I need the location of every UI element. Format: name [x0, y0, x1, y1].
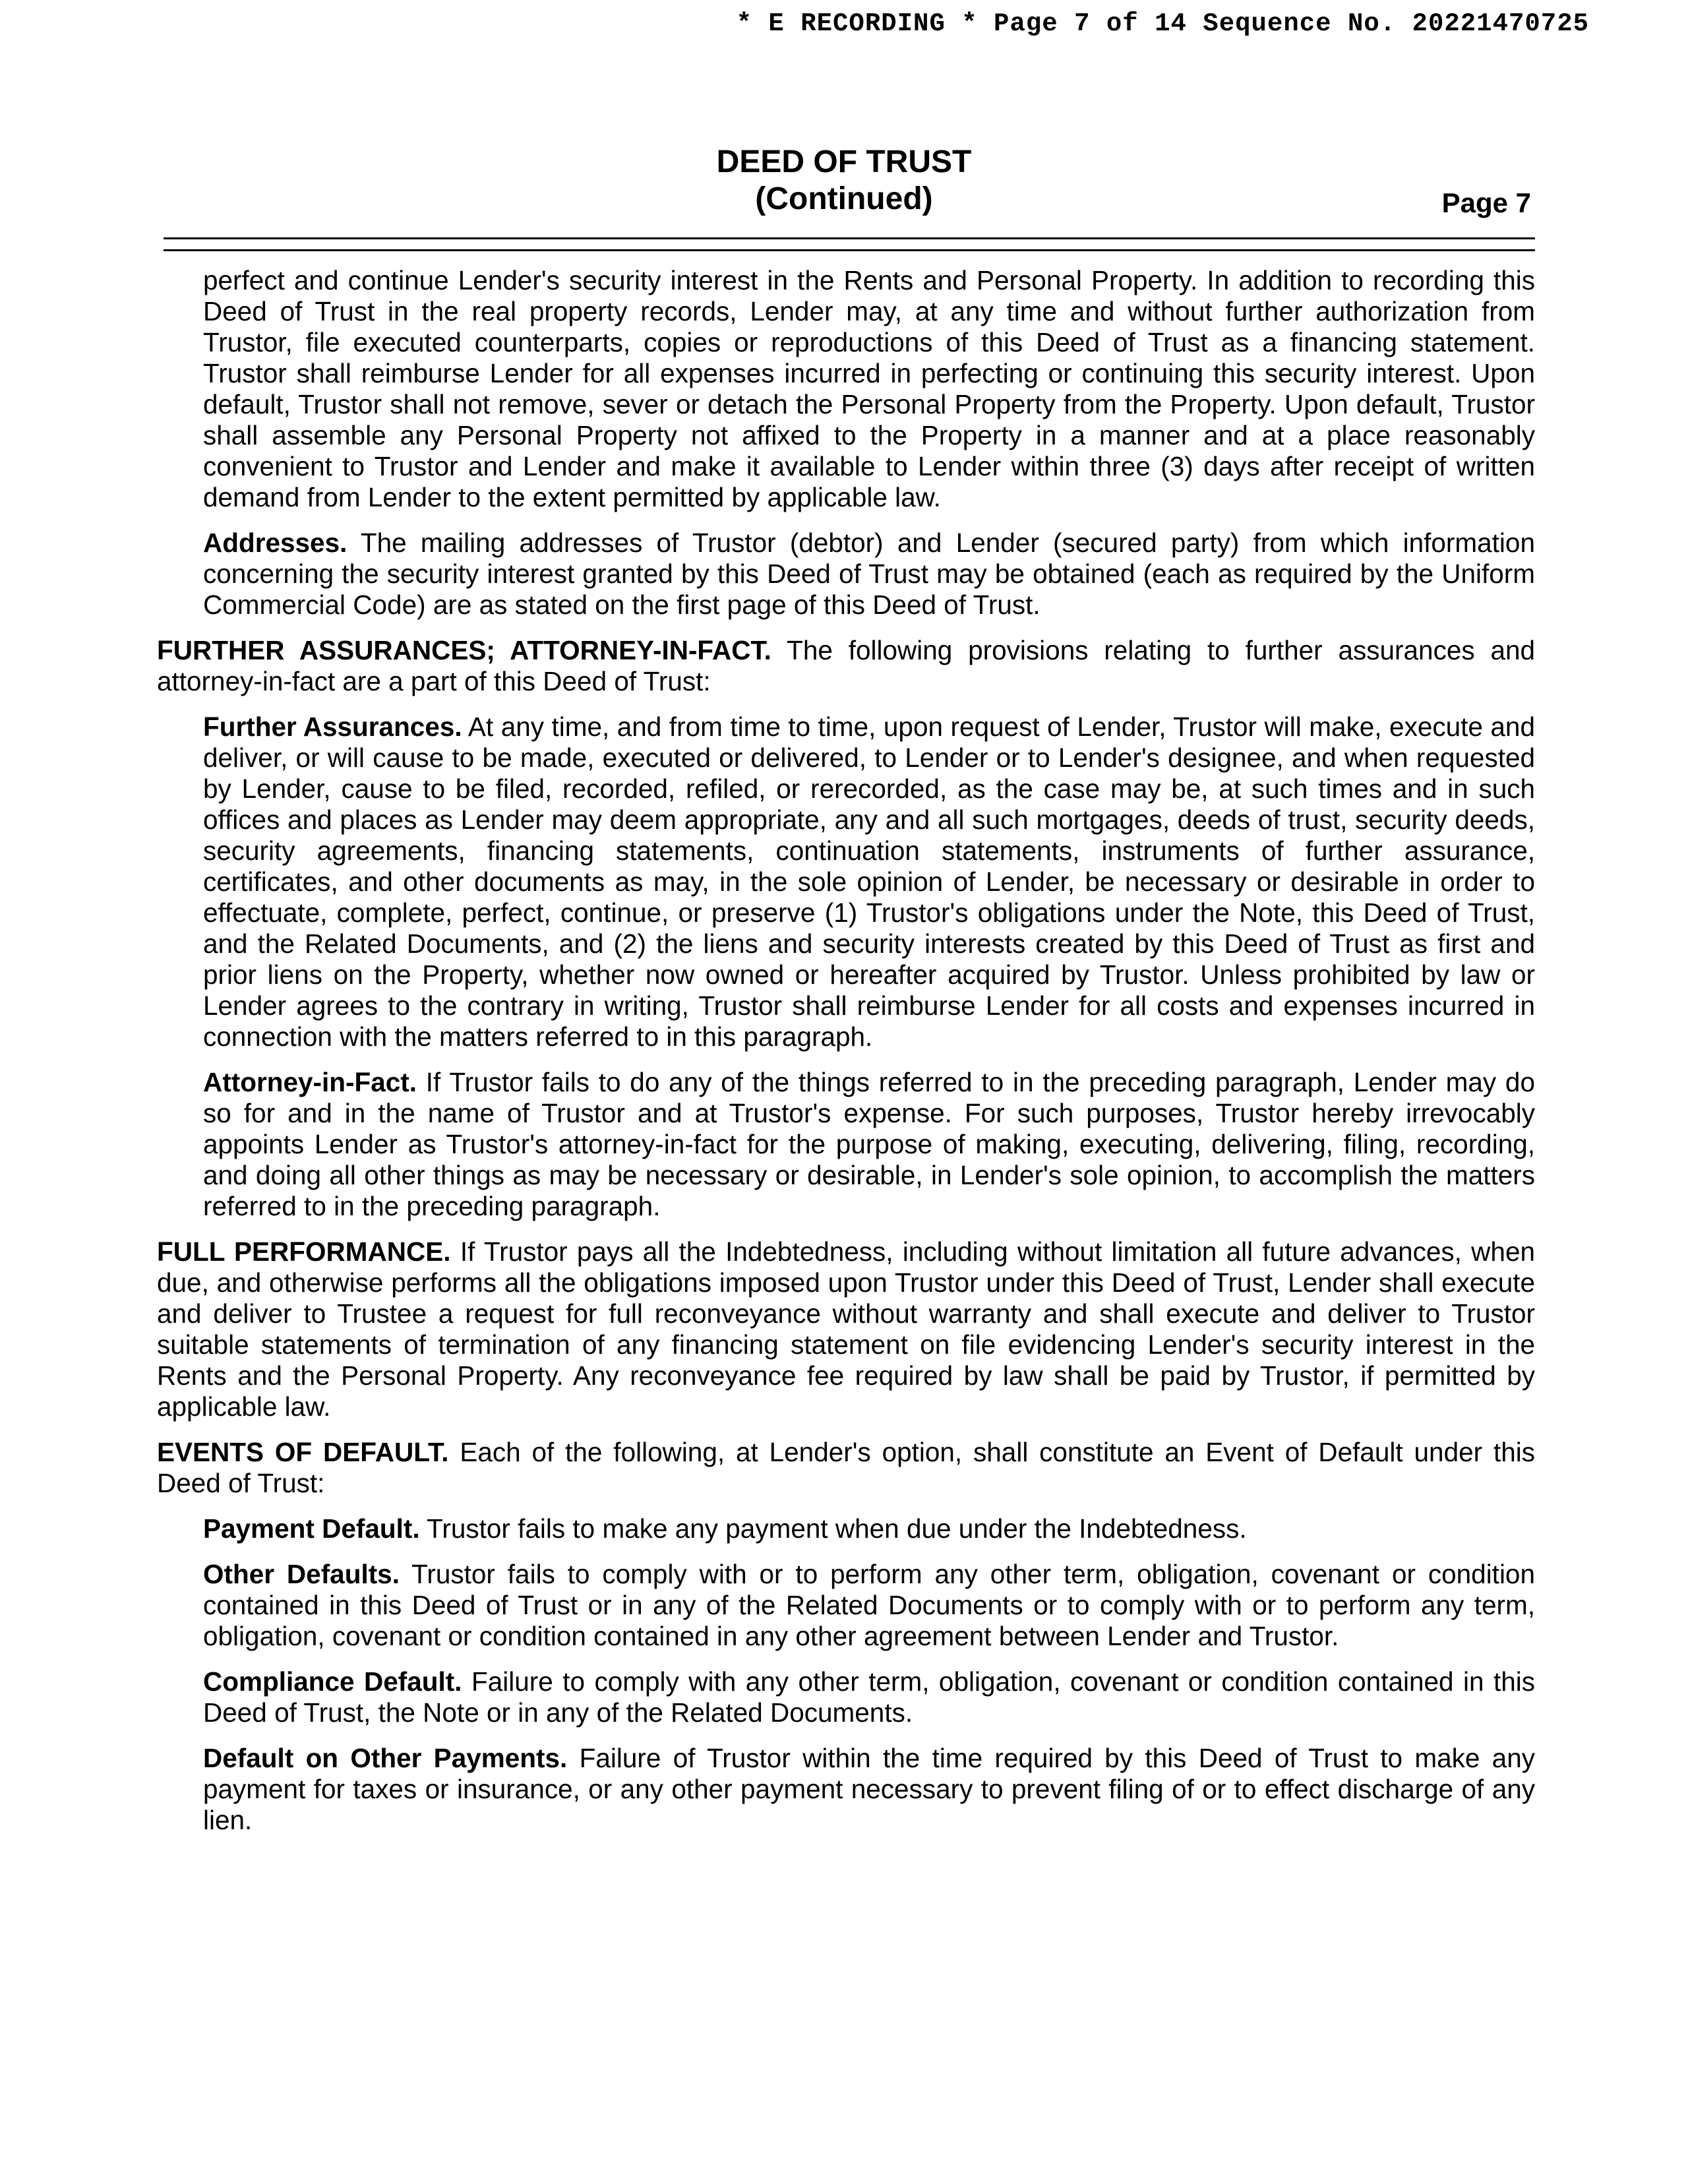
header-rule-bottom	[164, 249, 1535, 251]
addresses-heading: Addresses.	[203, 528, 347, 558]
paragraph-other-defaults	[203, 1559, 1535, 1652]
document-subtitle: (Continued)	[755, 181, 933, 216]
other-defaults-heading: Other Defaults.	[203, 1559, 400, 1589]
paragraph-further-assurances-section	[157, 635, 1535, 697]
paragraph-default-on-other-payments	[203, 1743, 1535, 1836]
paragraph-addresses	[203, 528, 1535, 621]
header-rule-top	[164, 237, 1535, 239]
payment-default-text: Trustor fails to make any payment when due under the Indebtedness.	[427, 1513, 1247, 1544]
further-assurances-section-heading: FURTHER ASSURANCES; ATTORNEY-IN-FACT.	[157, 635, 771, 665]
default-on-other-payments-text: Failure of Trustor within the time required by this Deed of Trust to make any payment for taxes or insurance, or any other payment necessary to prevent filing of or to effect discharge of any lien.	[203, 1743, 1535, 1835]
compliance-default-heading: Compliance Default.	[203, 1666, 462, 1697]
compliance-default-text: Failure to comply with any other term, obligation, covenant or condition contained in this Deed of Trust, the Note or in any of the Related Documents.	[203, 1666, 1535, 1728]
full-performance-heading: FULL PERFORMANCE.	[157, 1236, 451, 1267]
paragraph-payment-default	[203, 1513, 1535, 1544]
page-number: Page 7	[1441, 187, 1531, 218]
paragraph-personal-property-continued: perfect and continue Lender's security interest in the Rents and Personal Property. In addition to recording this Deed of Trust in the real property records, Lender may, at any time and without further authorization from Trustor, file executed counterparts, copies or reproductions of this Deed of Trust as a financing statement. Trustor shall reimburse Lender for all expenses incurred in perfecting or continuing this security interest. Upon default, Trustor shall not remove, sever or detach the Personal Property from the Property. Upon default, Trustor shall assemble any Personal Property not affixed to the Property in a manner and at a place reasonably convenient to Trustor and Lender and make it available to Lender within three (3) days after receipt of written demand from Lender to the extent permitted by applicable law.	[203, 265, 1535, 512]
full-performance-text: If Trustor pays all the Indebtedness, including without limitation all future advances, when due, and otherwise performs all the obligations imposed upon Trustor under this Deed of Trust, Lender shall execute and deliver to Trustee a request for full reconveyance without warranty and shall execute and deliver to Trustor suitable statements of termination of any financing statement on file evidencing Lender's security interest in the Rents and the Personal Property. Any reconveyance fee required by law shall be paid by Trustor, if permitted by applicable law.	[157, 1236, 1535, 1422]
document-body	[157, 265, 1535, 1850]
addresses-text: The mailing addresses of Trustor (debtor) and Lender (secured party) from which information concerning the security interest granted by this Deed of Trust may be obtained (each as required by the Uniform Commercial Code) are as stated on the first page of this Deed of Trust.	[203, 528, 1535, 620]
recording-stamp: * E RECORDING * Page 7 of 14 Sequence No. 20221470725	[736, 9, 1589, 38]
paragraph-full-performance	[157, 1236, 1535, 1422]
further-assurances-heading: Further Assurances.	[203, 712, 462, 742]
further-assurances-text: At any time, and from time to time, upon request of Lender, Trustor will make, execute and deliver, or will cause to be made, executed or delivered, to Lender or to Lender's designee, and when requested by Lender, cause to be filed, recorded, refiled, or rerecorded, as the case may be, at such times and in such offices and places as Lender may deem appropriate, any and all such mortgages, deeds of trust, security deeds, security agreements, financing statements, continuation statements, instruments of further assurance, certificates, and other documents as may, in the sole opinion of Lender, be necessary or desirable in order to effectuate, complete, perfect, continue, or preserve (1) Trustor's obligations under the Note, this Deed of Trust, and the Related Documents, and (2) the liens and security interests created by this Deed of Trust as first and prior liens on the Property, whether now owned or hereafter acquired by Trustor. Unless prohibited by law or Lender agrees to the contrary in writing, Trustor shall reimburse Lender for all costs and expenses incurred in connection with the matters referred to in this paragraph.	[203, 712, 1535, 1052]
paragraph-attorney-in-fact	[203, 1067, 1535, 1222]
further-assurances-section-text: The following provisions relating to further assurances and attorney-in-fact are a part of this Deed of Trust:	[157, 635, 1536, 696]
attorney-in-fact-heading: Attorney-in-Fact.	[203, 1067, 417, 1097]
paragraph-further-assurances	[203, 712, 1535, 1052]
document-title-block	[0, 144, 1688, 218]
events-of-default-text: Each of the following, at Lender's option, shall constitute an Event of Default under this Deed of Trust:	[157, 1437, 1535, 1498]
default-on-other-payments-heading: Default on Other Payments.	[203, 1743, 568, 1773]
document-title: DEED OF TRUST	[716, 144, 972, 179]
paragraph-compliance-default	[203, 1666, 1535, 1728]
events-of-default-heading: EVENTS OF DEFAULT.	[157, 1437, 449, 1467]
paragraph-events-of-default	[157, 1437, 1535, 1499]
payment-default-heading: Payment Default.	[203, 1513, 420, 1544]
other-defaults-text: Trustor fails to comply with or to perform any other term, obligation, covenant or condition contained in this Deed of Trust or in any of the Related Documents or to comply with or to perform any term, obligation, covenant or condition contained in any other agreement between Lender and Trustor.	[203, 1559, 1535, 1651]
attorney-in-fact-text: If Trustor fails to do any of the things referred to in the preceding paragraph, Lender may do so for and in the name of Trustor and at Trustor's expense. For such purposes, Trustor hereby irrevocably appoints Lender as Trustor's attorney-in-fact for the purpose of making, executing, delivering, filing, recording, and doing all other things as may be necessary or desirable, in Lender's sole opinion, to accomplish the matters referred to in the preceding paragraph.	[203, 1067, 1535, 1221]
